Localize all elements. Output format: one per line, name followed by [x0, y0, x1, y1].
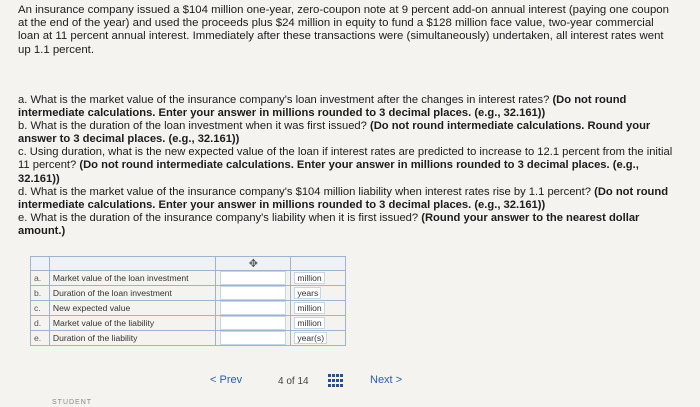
page-of: of [286, 376, 295, 387]
row-letter: d. [31, 316, 50, 331]
row-letter: a. [31, 271, 50, 286]
grid-icon[interactable] [328, 374, 342, 388]
row-label: Market value of the liability [49, 316, 215, 331]
part-e [18, 212, 678, 238]
table-row [31, 271, 346, 286]
row-unit: million [294, 272, 324, 284]
row-unit: million [294, 302, 324, 314]
next-label: Next [370, 374, 393, 386]
table-row [31, 301, 346, 316]
table-header-row [31, 257, 346, 271]
answer-table [30, 256, 346, 346]
row-label: New expected value [49, 301, 215, 316]
page-current: 4 [278, 376, 284, 387]
row-letter: c. [31, 301, 50, 316]
row-unit: year(s) [294, 332, 327, 344]
table-row [31, 331, 346, 346]
row-letter: e. [31, 331, 50, 346]
prev-label: Prev [219, 374, 243, 386]
row-label: Market value of the loan investment [49, 271, 215, 286]
row-letter: b. [31, 286, 50, 301]
part-b-instruction: (Do not round intermediate calculations. Round your answer to 3 decimal places. (e.g., 32.161)) [18, 120, 651, 146]
table-row [31, 286, 346, 301]
part-e-question: e. What is the duration of the insurance company's liability when it is first issued? [18, 211, 422, 224]
problem-statement: An insurance company issued a $104 million one-year, zero-coupon note at 9 percent add-on annual interest (paying one coupon at the end of the year) and used the proceeds plus $24 million in equity to fund a $128 million face value, two-year commercial loan at 11 percent annual interest. Immediately after these transactions were (simultaneously) undertaken, all interest rates went up 1.1 percent. [18, 4, 669, 56]
part-c-instruction: (Do not round intermediate calculations. Enter your answer in millions rounded to 3 decimal places. (e.g., 32.161)) [18, 159, 639, 185]
part-d-instruction: (Do not round intermediate calculations. Enter your answer in millions rounded to 3 decimal places. (e.g., 32.161)) [18, 185, 669, 211]
part-b [18, 120, 678, 146]
next-button[interactable] [370, 374, 402, 386]
pagination [210, 374, 430, 396]
part-b-question: b. What is the duration of the loan investment when it was first issued? [18, 120, 370, 133]
part-d-question: d. What is the market value of the insurance company's $104 million liability when interest rates rise by 1.1 percent? [18, 185, 595, 198]
move-handle[interactable] [216, 257, 291, 271]
part-a-instruction: (Do not round intermediate calculations. Enter your answer in millions rounded to 3 decimal places. (e.g., 32.161)) [18, 94, 627, 120]
prev-button[interactable] [210, 374, 242, 386]
part-a [18, 94, 678, 120]
part-e-instruction: (Round your answer to the nearest dollar amount.) [18, 211, 640, 237]
row-unit: million [294, 317, 324, 329]
row-label: Duration of the liability [49, 331, 215, 346]
footer-stub: STUDENT [52, 399, 93, 406]
part-c-question: c. Using duration, what is the new expected value of the loan if interest rates are predicted to increase to 12.1 percent from the initial 11 percent? [18, 146, 673, 172]
page-total: 14 [297, 376, 309, 387]
chevron-right-icon: > [395, 374, 403, 386]
move-icon[interactable]: ✥ [248, 258, 258, 270]
answer-a-input[interactable] [220, 271, 286, 285]
row-unit: years [294, 287, 321, 299]
question-parts [18, 94, 678, 238]
answer-b-input[interactable] [220, 286, 286, 300]
chevron-left-icon: < [210, 374, 217, 386]
answer-e-input[interactable] [220, 331, 286, 345]
row-label: Duration of the loan investment [49, 286, 215, 301]
part-d [18, 186, 678, 212]
answer-c-input[interactable] [220, 301, 286, 315]
table-row [31, 316, 346, 331]
part-a-question: a. What is the market value of the insurance company's loan investment after the changes in interest rates? [18, 94, 553, 106]
answer-d-input[interactable] [220, 316, 286, 330]
page-indicator [278, 376, 309, 387]
part-c [18, 146, 678, 185]
